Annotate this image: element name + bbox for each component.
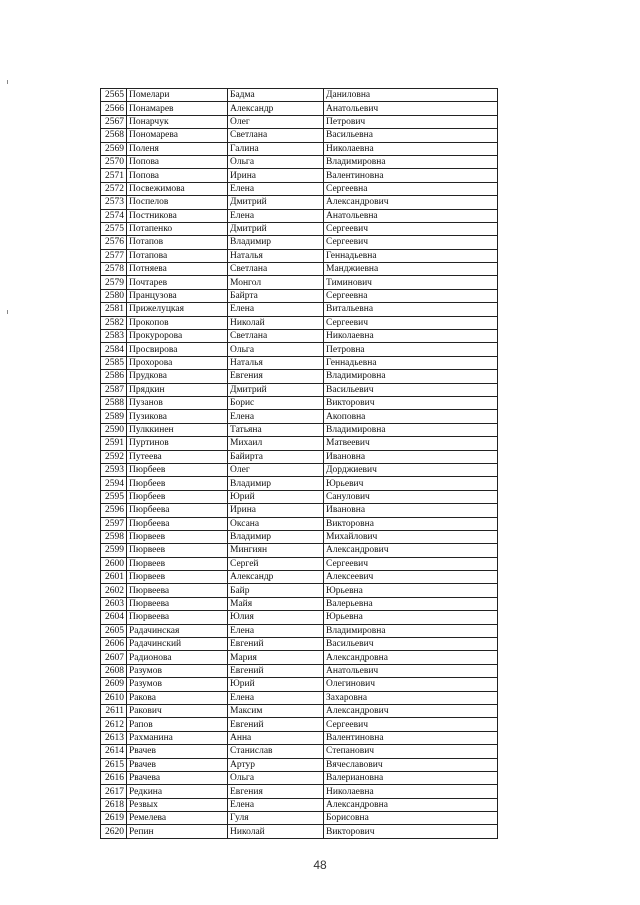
first-name-cell: Елена <box>228 798 324 811</box>
row-number-cell: 2570 <box>101 155 127 168</box>
row-number-cell: 2610 <box>101 691 127 704</box>
patronymic-cell: Дорджиевич <box>324 463 498 476</box>
first-name-cell: Владимир <box>228 236 324 249</box>
table-row <box>101 530 498 543</box>
first-name-cell: Дмитрий <box>228 383 324 396</box>
last-name-cell: Пюрвеева <box>127 584 228 597</box>
first-name-cell: Елена <box>228 410 324 423</box>
patronymic-cell: Геннадьевна <box>324 356 498 369</box>
table-row <box>101 182 498 195</box>
table-row <box>101 316 498 329</box>
first-name-cell: Ирина <box>228 504 324 517</box>
scan-mark <box>7 80 8 84</box>
first-name-cell: Дмитрий <box>228 196 324 209</box>
last-name-cell: Прокопов <box>127 316 228 329</box>
patronymic-cell: Петровна <box>324 343 498 356</box>
table-row <box>101 758 498 771</box>
last-name-cell: Почтарев <box>127 276 228 289</box>
patronymic-cell: Николаевна <box>324 785 498 798</box>
table-row <box>101 691 498 704</box>
last-name-cell: Пюрбеев <box>127 490 228 503</box>
patronymic-cell: Александрович <box>324 544 498 557</box>
patronymic-cell: Сергеевна <box>324 182 498 195</box>
last-name-cell: Постникова <box>127 209 228 222</box>
patronymic-cell: Анатольевна <box>324 209 498 222</box>
last-name-cell: Пюрвеева <box>127 611 228 624</box>
patronymic-cell: Владимировна <box>324 423 498 436</box>
first-name-cell: Владимир <box>228 530 324 543</box>
scan-mark <box>7 310 8 314</box>
row-number-cell: 2578 <box>101 263 127 276</box>
last-name-cell: Пюрбеева <box>127 517 228 530</box>
row-number-cell: 2597 <box>101 517 127 530</box>
table-row <box>101 771 498 784</box>
row-number-cell: 2577 <box>101 249 127 262</box>
first-name-cell: Ольга <box>228 155 324 168</box>
patronymic-cell: Геннадьевна <box>324 249 498 262</box>
patronymic-cell: Валерьевна <box>324 597 498 610</box>
first-name-cell: Гуля <box>228 812 324 825</box>
first-name-cell: Светлана <box>228 263 324 276</box>
table-row <box>101 624 498 637</box>
row-number-cell: 2596 <box>101 504 127 517</box>
table-row <box>101 396 498 409</box>
first-name-cell: Дмитрий <box>228 222 324 235</box>
table-row <box>101 330 498 343</box>
last-name-cell: Пюрвеев <box>127 557 228 570</box>
patronymic-cell: Анатольевич <box>324 102 498 115</box>
last-name-cell: Помелари <box>127 89 228 102</box>
first-name-cell: Мария <box>228 651 324 664</box>
last-name-cell: Пономарева <box>127 129 228 142</box>
patronymic-cell: Васильевич <box>324 638 498 651</box>
table-row <box>101 812 498 825</box>
first-name-cell: Байр <box>228 584 324 597</box>
row-number-cell: 2584 <box>101 343 127 356</box>
last-name-cell: Посвежимова <box>127 182 228 195</box>
first-name-cell: Олег <box>228 115 324 128</box>
first-name-cell: Артур <box>228 758 324 771</box>
table-row <box>101 678 498 691</box>
table-row <box>101 356 498 369</box>
last-name-cell: Потапова <box>127 249 228 262</box>
first-name-cell: Татьяна <box>228 423 324 436</box>
patronymic-cell: Викторовна <box>324 517 498 530</box>
last-name-cell: Попова <box>127 169 228 182</box>
last-name-cell: Репин <box>127 825 228 838</box>
table-row <box>101 825 498 838</box>
row-number-cell: 2609 <box>101 678 127 691</box>
patronymic-cell: Захаровна <box>324 691 498 704</box>
last-name-cell: Рапов <box>127 718 228 731</box>
last-name-cell: Рвачев <box>127 758 228 771</box>
table-row <box>101 303 498 316</box>
patronymic-cell: Николаевна <box>324 142 498 155</box>
patronymic-cell: Владимировна <box>324 370 498 383</box>
first-name-cell: Светлана <box>228 330 324 343</box>
patronymic-cell: Витальевна <box>324 303 498 316</box>
last-name-cell: Редкина <box>127 785 228 798</box>
first-name-cell: Елена <box>228 303 324 316</box>
patronymic-cell: Матвеевич <box>324 437 498 450</box>
patronymic-cell: Тиминович <box>324 276 498 289</box>
patronymic-cell: Анатольевич <box>324 664 498 677</box>
first-name-cell: Майя <box>228 597 324 610</box>
last-name-cell: Резвых <box>127 798 228 811</box>
row-number-cell: 2587 <box>101 383 127 396</box>
table-row <box>101 410 498 423</box>
page-number: 48 <box>313 858 327 872</box>
table-row <box>101 745 498 758</box>
patronymic-cell: Васильевич <box>324 383 498 396</box>
row-number-cell: 2599 <box>101 544 127 557</box>
row-number-cell: 2613 <box>101 731 127 744</box>
first-name-cell: Юрий <box>228 678 324 691</box>
first-name-cell: Елена <box>228 182 324 195</box>
row-number-cell: 2565 <box>101 89 127 102</box>
row-number-cell: 2586 <box>101 370 127 383</box>
first-name-cell: Николай <box>228 825 324 838</box>
patronymic-cell: Владимировна <box>324 624 498 637</box>
row-number-cell: 2580 <box>101 289 127 302</box>
last-name-cell: Потапов <box>127 236 228 249</box>
patronymic-cell: Борисовна <box>324 812 498 825</box>
last-name-cell: Поленя <box>127 142 228 155</box>
first-name-cell: Александр <box>228 571 324 584</box>
first-name-cell: Николай <box>228 316 324 329</box>
last-name-cell: Разумов <box>127 678 228 691</box>
patronymic-cell: Даниловна <box>324 89 498 102</box>
table-row <box>101 236 498 249</box>
row-number-cell: 2594 <box>101 477 127 490</box>
table-row <box>101 115 498 128</box>
patronymic-cell: Манджиевна <box>324 263 498 276</box>
patronymic-cell: Акоповна <box>324 410 498 423</box>
row-number-cell: 2568 <box>101 129 127 142</box>
row-number-cell: 2602 <box>101 584 127 597</box>
last-name-cell: Пюрбеев <box>127 477 228 490</box>
table-row <box>101 504 498 517</box>
table-row <box>101 155 498 168</box>
table-row <box>101 169 498 182</box>
last-name-cell: Пулккинен <box>127 423 228 436</box>
last-name-cell: Попова <box>127 155 228 168</box>
first-name-cell: Евгения <box>228 370 324 383</box>
first-name-cell: Владимир <box>228 477 324 490</box>
patronymic-cell: Александровна <box>324 651 498 664</box>
last-name-cell: Прохорова <box>127 356 228 369</box>
patronymic-cell: Алексеевич <box>324 571 498 584</box>
last-name-cell: Рвачев <box>127 745 228 758</box>
last-name-cell: Пюрбеев <box>127 463 228 476</box>
first-name-cell: Елена <box>228 691 324 704</box>
patronymic-cell: Валериановна <box>324 771 498 784</box>
row-number-cell: 2569 <box>101 142 127 155</box>
table-row <box>101 249 498 262</box>
row-number-cell: 2567 <box>101 115 127 128</box>
first-name-cell: Анна <box>228 731 324 744</box>
patronymic-cell: Ивановна <box>324 450 498 463</box>
table-row <box>101 102 498 115</box>
row-number-cell: 2605 <box>101 624 127 637</box>
row-number-cell: 2616 <box>101 771 127 784</box>
patronymic-cell: Сергеевич <box>324 316 498 329</box>
first-name-cell: Юлия <box>228 611 324 624</box>
table-row <box>101 571 498 584</box>
row-number-cell: 2611 <box>101 704 127 717</box>
row-number-cell: 2612 <box>101 718 127 731</box>
row-number-cell: 2574 <box>101 209 127 222</box>
table-row <box>101 463 498 476</box>
last-name-cell: Поспелов <box>127 196 228 209</box>
row-number-cell: 2579 <box>101 276 127 289</box>
first-name-cell: Станислав <box>228 745 324 758</box>
table-row <box>101 142 498 155</box>
row-number-cell: 2593 <box>101 463 127 476</box>
patronymic-cell: Степанович <box>324 745 498 758</box>
patronymic-cell: Николаевна <box>324 330 498 343</box>
row-number-cell: 2581 <box>101 303 127 316</box>
patronymic-cell: Санулович <box>324 490 498 503</box>
first-name-cell: Бадма <box>228 89 324 102</box>
row-number-cell: 2592 <box>101 450 127 463</box>
table-row <box>101 611 498 624</box>
first-name-cell: Мингиян <box>228 544 324 557</box>
last-name-cell: Пюрвеев <box>127 530 228 543</box>
row-number-cell: 2595 <box>101 490 127 503</box>
row-number-cell: 2571 <box>101 169 127 182</box>
patronymic-cell: Вячеславович <box>324 758 498 771</box>
table-row <box>101 557 498 570</box>
first-name-cell: Байрта <box>228 289 324 302</box>
row-number-cell: 2604 <box>101 611 127 624</box>
row-number-cell: 2575 <box>101 222 127 235</box>
row-number-cell: 2606 <box>101 638 127 651</box>
last-name-cell: Пуртинов <box>127 437 228 450</box>
last-name-cell: Понарчук <box>127 115 228 128</box>
row-number-cell: 2588 <box>101 396 127 409</box>
patronymic-cell: Сергеевна <box>324 289 498 302</box>
patronymic-cell: Юрьевич <box>324 477 498 490</box>
last-name-cell: Пранцузова <box>127 289 228 302</box>
last-name-cell: Пюрвеев <box>127 544 228 557</box>
row-number-cell: 2582 <box>101 316 127 329</box>
first-name-cell: Евгений <box>228 664 324 677</box>
first-name-cell: Евгений <box>228 638 324 651</box>
patronymic-cell: Владимировна <box>324 155 498 168</box>
last-name-cell: Прижелуцкая <box>127 303 228 316</box>
table-row <box>101 785 498 798</box>
last-name-cell: Понамарев <box>127 102 228 115</box>
table-row <box>101 638 498 651</box>
row-number-cell: 2572 <box>101 182 127 195</box>
last-name-cell: Прокуророва <box>127 330 228 343</box>
row-number-cell: 2619 <box>101 812 127 825</box>
table-row <box>101 437 498 450</box>
table-row <box>101 209 498 222</box>
last-name-cell: Ремелева <box>127 812 228 825</box>
last-name-cell: Ракович <box>127 704 228 717</box>
table-row <box>101 370 498 383</box>
first-name-cell: Монгол <box>228 276 324 289</box>
row-number-cell: 2585 <box>101 356 127 369</box>
patronymic-cell: Васильевна <box>324 129 498 142</box>
first-name-cell: Михаил <box>228 437 324 450</box>
row-number-cell: 2591 <box>101 437 127 450</box>
last-name-cell: Пузикова <box>127 410 228 423</box>
row-number-cell: 2614 <box>101 745 127 758</box>
first-name-cell: Олег <box>228 463 324 476</box>
patronymic-cell: Олегинович <box>324 678 498 691</box>
table-row <box>101 450 498 463</box>
last-name-cell: Радачинский <box>127 638 228 651</box>
first-name-cell: Байирта <box>228 450 324 463</box>
first-name-cell: Светлана <box>228 129 324 142</box>
table-row <box>101 731 498 744</box>
first-name-cell: Ольга <box>228 771 324 784</box>
last-name-cell: Путеева <box>127 450 228 463</box>
first-name-cell: Евгений <box>228 718 324 731</box>
patronymic-cell: Сергеевич <box>324 718 498 731</box>
row-number-cell: 2608 <box>101 664 127 677</box>
table-row <box>101 289 498 302</box>
table-row <box>101 89 498 102</box>
patronymic-cell: Александрович <box>324 704 498 717</box>
first-name-cell: Сергей <box>228 557 324 570</box>
row-number-cell: 2607 <box>101 651 127 664</box>
row-number-cell: 2600 <box>101 557 127 570</box>
first-name-cell: Борис <box>228 396 324 409</box>
last-name-cell: Потапенко <box>127 222 228 235</box>
table-row <box>101 423 498 436</box>
last-name-cell: Ракова <box>127 691 228 704</box>
first-name-cell: Ольга <box>228 343 324 356</box>
table-row <box>101 597 498 610</box>
patronymic-cell: Валентиновна <box>324 731 498 744</box>
name-table <box>100 88 498 839</box>
table-row <box>101 196 498 209</box>
first-name-cell: Александр <box>228 102 324 115</box>
first-name-cell: Галина <box>228 142 324 155</box>
first-name-cell: Наталья <box>228 356 324 369</box>
patronymic-cell: Александровна <box>324 798 498 811</box>
patronymic-cell: Петрович <box>324 115 498 128</box>
last-name-cell: Пузанов <box>127 396 228 409</box>
table-row <box>101 263 498 276</box>
last-name-cell: Радионова <box>127 651 228 664</box>
row-number-cell: 2573 <box>101 196 127 209</box>
last-name-cell: Пюрвеева <box>127 597 228 610</box>
name-table-body <box>101 89 498 839</box>
row-number-cell: 2576 <box>101 236 127 249</box>
table-row <box>101 477 498 490</box>
table-row <box>101 129 498 142</box>
table-row <box>101 517 498 530</box>
table-row <box>101 276 498 289</box>
first-name-cell: Оксана <box>228 517 324 530</box>
last-name-cell: Радачинская <box>127 624 228 637</box>
first-name-cell: Елена <box>228 209 324 222</box>
last-name-cell: Прудкова <box>127 370 228 383</box>
row-number-cell: 2603 <box>101 597 127 610</box>
row-number-cell: 2590 <box>101 423 127 436</box>
table-row <box>101 704 498 717</box>
last-name-cell: Прядкин <box>127 383 228 396</box>
last-name-cell: Пюрбеева <box>127 504 228 517</box>
table-row <box>101 544 498 557</box>
table-row <box>101 718 498 731</box>
last-name-cell: Пюрвеев <box>127 571 228 584</box>
table-row <box>101 798 498 811</box>
last-name-cell: Рвачева <box>127 771 228 784</box>
row-number-cell: 2583 <box>101 330 127 343</box>
patronymic-cell: Викторович <box>324 825 498 838</box>
patronymic-cell: Викторович <box>324 396 498 409</box>
row-number-cell: 2617 <box>101 785 127 798</box>
row-number-cell: 2601 <box>101 571 127 584</box>
patronymic-cell: Юрьевна <box>324 611 498 624</box>
last-name-cell: Потняева <box>127 263 228 276</box>
first-name-cell: Ирина <box>228 169 324 182</box>
first-name-cell: Елена <box>228 624 324 637</box>
row-number-cell: 2598 <box>101 530 127 543</box>
row-number-cell: 2589 <box>101 410 127 423</box>
first-name-cell: Юрий <box>228 490 324 503</box>
row-number-cell: 2618 <box>101 798 127 811</box>
row-number-cell: 2620 <box>101 825 127 838</box>
patronymic-cell: Сергеевич <box>324 222 498 235</box>
last-name-cell: Просвирова <box>127 343 228 356</box>
patronymic-cell: Ивановна <box>324 504 498 517</box>
first-name-cell: Евгения <box>228 785 324 798</box>
first-name-cell: Наталья <box>228 249 324 262</box>
row-number-cell: 2566 <box>101 102 127 115</box>
row-number-cell: 2615 <box>101 758 127 771</box>
table-row <box>101 664 498 677</box>
table-row <box>101 222 498 235</box>
patronymic-cell: Валентиновна <box>324 169 498 182</box>
patronymic-cell: Сергеевич <box>324 236 498 249</box>
last-name-cell: Разумов <box>127 664 228 677</box>
table-row <box>101 584 498 597</box>
table-row <box>101 383 498 396</box>
patronymic-cell: Сергеевич <box>324 557 498 570</box>
first-name-cell: Максим <box>228 704 324 717</box>
patronymic-cell: Михайлович <box>324 530 498 543</box>
table-row <box>101 343 498 356</box>
patronymic-cell: Юрьевна <box>324 584 498 597</box>
table-row <box>101 651 498 664</box>
patronymic-cell: Александрович <box>324 196 498 209</box>
last-name-cell: Рахманина <box>127 731 228 744</box>
table-row <box>101 490 498 503</box>
